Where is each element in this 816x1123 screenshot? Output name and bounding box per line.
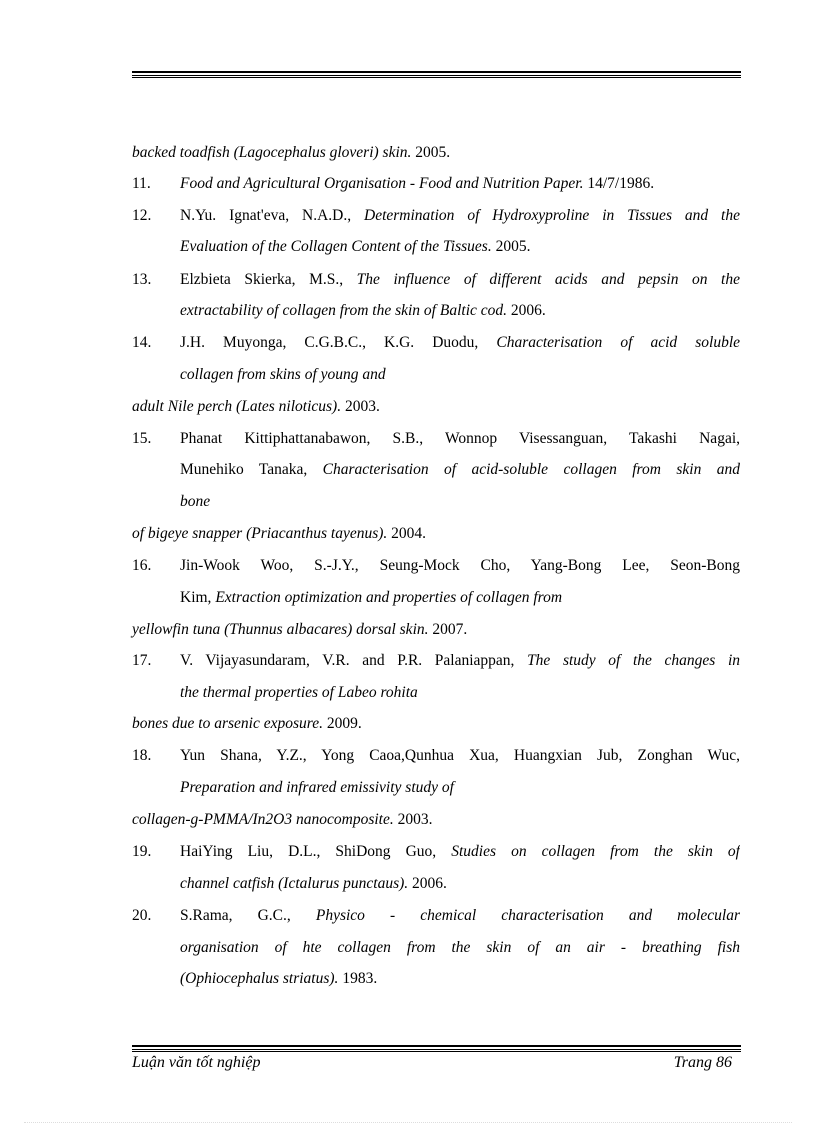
reference-number: 12.: [132, 207, 152, 224]
reference-title: The study of the changes in: [527, 652, 740, 669]
header-rule: [132, 71, 741, 78]
footer-rule: [132, 1045, 741, 1052]
reference-number: 20.: [132, 907, 152, 924]
reference-number: 18.: [132, 747, 152, 764]
footer-page-number: Trang 86: [673, 1054, 732, 1071]
reference-year: 2005.: [411, 144, 451, 161]
reference-year: 14/7/1986.: [583, 175, 655, 192]
reference-13-line2: [180, 301, 546, 321]
reference-15-line2: [180, 460, 740, 480]
reference-13-line1: [180, 270, 740, 290]
reference-title: Studies on collagen from the skin of: [451, 843, 740, 860]
reference-authors: HaiYing Liu, D.L., ShiDong Guo,: [180, 843, 452, 860]
reference-authors: Kim,: [180, 589, 216, 606]
reference-title: bones due to arsenic exposure.: [132, 715, 323, 732]
reference-title: extractability of collagen from the skin of Baltic cod.: [180, 302, 508, 319]
reference-18-line2: [180, 778, 454, 798]
reference-15-line1: [180, 429, 740, 449]
reference-title: adult Nile perch (Lates niloticus).: [132, 398, 342, 415]
reference-14-line2: [180, 365, 386, 385]
reference-year: 2006.: [507, 302, 546, 319]
reference-12-line1: [180, 206, 740, 226]
reference-title: The influence of different acids and pepsin on the: [356, 271, 740, 288]
reference-title: Preparation and infrared emissivity study of: [180, 779, 454, 796]
reference-title: Food and Agricultural Organisation - Food and Nutrition Paper.: [180, 175, 584, 192]
reference-title: backed toadfish (Lagocephalus gloveri) skin.: [132, 144, 412, 161]
reference-title: channel catfish (Ictalurus punctaus).: [180, 875, 409, 892]
reference-20-line2: [180, 938, 740, 958]
reference-title: Characterisation of acid-soluble collagen from skin and: [322, 461, 740, 478]
reference-16-line1: [180, 556, 740, 576]
reference-18-line3: [132, 810, 432, 830]
reference-title: yellowfin tuna (Thunnus albacares) dorsal skin.: [132, 621, 429, 638]
reference-authors: Munehiko Tanaka,: [180, 461, 323, 478]
reference-14-line3: [132, 397, 380, 417]
reference-title: Characterisation of acid soluble: [496, 334, 740, 351]
reference-15-line4: [132, 524, 426, 544]
reference-17-line1: [180, 651, 740, 671]
reference-19-line2: [180, 874, 447, 894]
reference-authors: N.Yu. Ignat'eva, N.A.D.,: [180, 207, 365, 224]
reference-year: 2004.: [387, 525, 427, 542]
reference-title: (Ophiocephalus striatus).: [180, 970, 339, 987]
reference-16-line2: [180, 588, 562, 608]
reference-17-line3: [132, 714, 362, 734]
reference-title: Extraction optimization and properties of collagen from: [215, 589, 563, 606]
reference-number: 16.: [132, 557, 152, 574]
reference-number: 11.: [132, 175, 151, 192]
reference-14-line1: [180, 333, 740, 353]
reference-title: Physico - chemical characterisation and molecular: [315, 907, 740, 924]
reference-authors: Elzbieta Skierka, M.S.,: [180, 271, 357, 288]
reference-authors: Phanat Kittiphattanabawon, S.B., Wonnop Visessanguan, Takashi Nagai,: [180, 430, 740, 447]
reference-year: 2003.: [341, 398, 380, 415]
reference-title: organisation of hte collagen from the skin of an air - breathing fish: [180, 939, 740, 956]
reference-authors: J.H. Muyonga, C.G.B.C., K.G. Duodu,: [180, 334, 497, 351]
reference-year: 2007.: [428, 621, 468, 638]
reference-title: of bigeye snapper (Priacanthus tayenus).: [132, 525, 388, 542]
reference-authors: V. Vijayasundaram, V.R. and P.R. Palaniappan,: [180, 652, 528, 669]
reference-18-line1: [180, 746, 740, 766]
reference-12-line2: [180, 237, 530, 257]
reference-title: collagen-g-PMMA/In2O3 nanocomposite.: [132, 811, 394, 828]
reference-year: 2006.: [408, 875, 447, 892]
reference-year: 2003.: [393, 811, 433, 828]
reference-title: the thermal properties of Labeo rohita: [180, 684, 418, 701]
reference-number: 15.: [132, 430, 152, 447]
reference-19-line1: [180, 842, 740, 862]
reference-title: bone: [180, 493, 211, 510]
reference-17-line2: [180, 683, 418, 703]
reference-number: 17.: [132, 652, 152, 669]
reference-title: collagen from skins of young and: [180, 366, 386, 383]
reference-continuation: [132, 143, 450, 163]
reference-title: Evaluation of the Collagen Content of the Tissues.: [180, 238, 492, 255]
reference-number: 14.: [132, 334, 152, 351]
reference-number: 19.: [132, 843, 152, 860]
reference-15-line3: [180, 492, 210, 512]
reference-11: [180, 174, 654, 194]
reference-16-line3: [132, 620, 467, 640]
reference-year: 2005.: [491, 238, 531, 255]
reference-authors: Yun Shana, Y.Z., Yong Caoa,Qunhua Xua, Huangxian Jub, Zonghan Wuc,: [180, 747, 740, 764]
footer-thesis-label: Luận văn tốt nghiệp: [132, 1054, 261, 1071]
reference-authors: S.Rama, G.C.,: [180, 907, 316, 924]
reference-authors: Jin-Wook Woo, S.-J.Y., Seung-Mock Cho, Yang-Bong Lee, Seon-Bong: [180, 557, 740, 574]
reference-year: 1983.: [338, 970, 378, 987]
reference-year: 2009.: [322, 715, 362, 732]
reference-20-line1: [180, 906, 740, 926]
reference-20-line3: [180, 969, 377, 989]
reference-title: Determination of Hydroxyproline in Tissues and the: [364, 207, 740, 224]
reference-number: 13.: [132, 271, 152, 288]
